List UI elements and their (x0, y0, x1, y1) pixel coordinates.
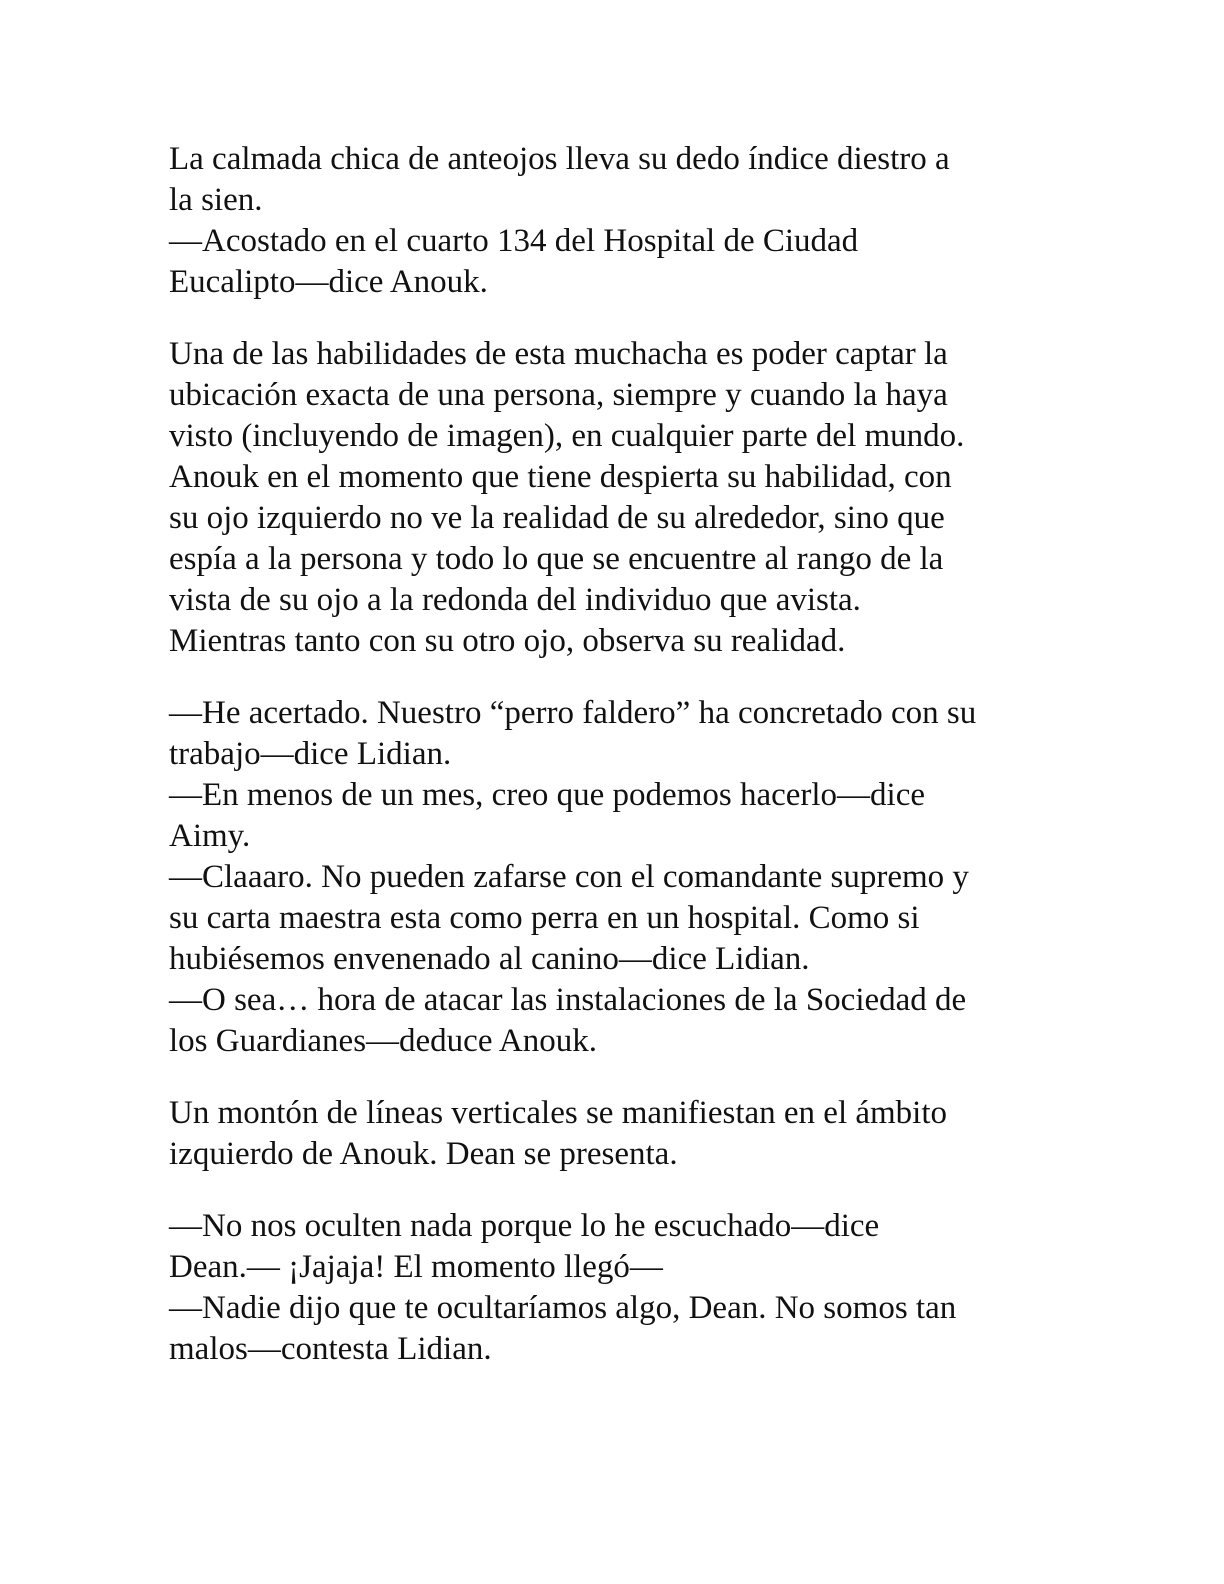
text-line: su ojo izquierdo no ve la realidad de su alrededor, sino que (169, 500, 945, 536)
document-body (169, 139, 1049, 1401)
text-line: trabajo—dice Lidian. (169, 736, 452, 772)
text-line: Un montón de líneas verticales se manifiestan en el ámbito (169, 1095, 948, 1131)
text-line: ubicación exacta de una persona, siempre y cuando la haya (169, 377, 948, 413)
paragraph-1 (169, 139, 1049, 303)
text-line: Mientras tanto con su otro ojo, observa su realidad. (169, 623, 846, 659)
text-line: malos—contesta Lidian. (169, 1331, 492, 1367)
paragraph-2 (169, 334, 1049, 662)
text-line: Dean.— ¡Jajaja! El momento llegó— (169, 1249, 663, 1285)
text-line: Anouk en el momento que tiene despierta su habilidad, con (169, 459, 952, 495)
text-line: —Nadie dijo que te ocultaríamos algo, Dean. No somos tan (169, 1290, 957, 1326)
text-line: Una de las habilidades de esta muchacha es poder captar la (169, 336, 948, 372)
text-line: espía a la persona y todo lo que se encuentre al rango de la (169, 541, 944, 577)
text-line: hubiésemos envenenado al canino—dice Lidian. (169, 941, 810, 977)
paragraph-4 (169, 1093, 1049, 1175)
text-line: Eucalipto—dice Anouk. (169, 264, 488, 300)
text-line: —He acertado. Nuestro “perro faldero” ha concretado con su (169, 695, 977, 731)
text-line: la sien. (169, 182, 263, 218)
text-line: los Guardianes—deduce Anouk. (169, 1023, 597, 1059)
text-line: —O sea… hora de atacar las instalaciones de la Sociedad de (169, 982, 967, 1018)
paragraph-5 (169, 1206, 1049, 1370)
text-line: La calmada chica de anteojos lleva su dedo índice diestro a (169, 141, 950, 177)
text-line: izquierdo de Anouk. Dean se presenta. (169, 1136, 678, 1172)
paragraph-3 (169, 693, 1049, 1062)
text-line: —En menos de un mes, creo que podemos hacerlo—dice (169, 777, 926, 813)
text-line: —Claaaro. No pueden zafarse con el comandante supremo y (169, 859, 969, 895)
text-line: Aimy. (169, 818, 251, 854)
text-line: —No nos oculten nada porque lo he escuchado—dice (169, 1208, 880, 1244)
text-line: visto (incluyendo de imagen), en cualquier parte del mundo. (169, 418, 965, 454)
text-line: su carta maestra esta como perra en un hospital. Como si (169, 900, 920, 936)
text-line: —Acostado en el cuarto 134 del Hospital de Ciudad (169, 223, 859, 259)
text-line: vista de su ojo a la redonda del individuo que avista. (169, 582, 861, 618)
